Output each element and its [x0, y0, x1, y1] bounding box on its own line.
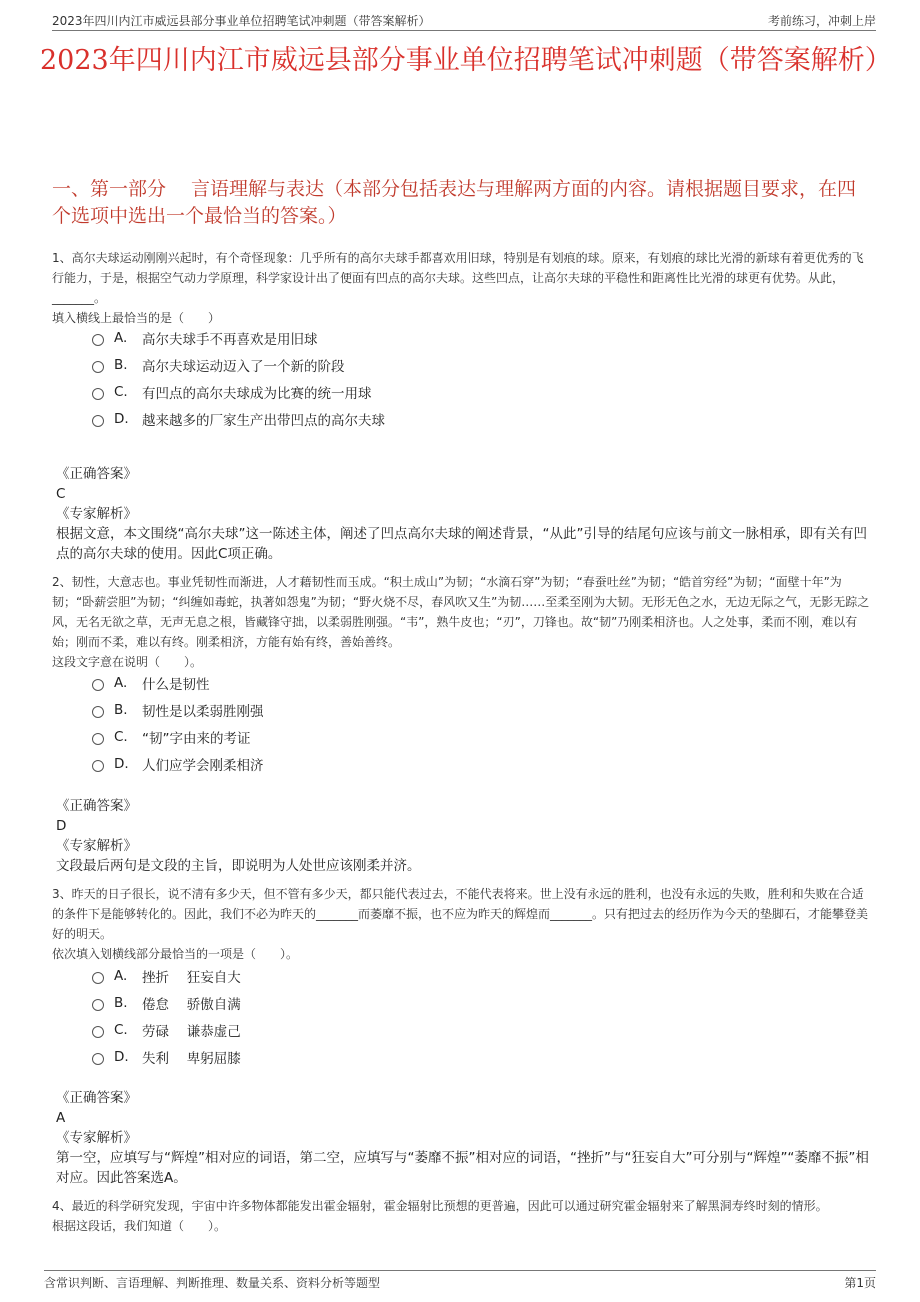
option-c[interactable] [92, 723, 264, 750]
radio-icon[interactable] [92, 361, 104, 373]
radio-icon[interactable] [92, 679, 104, 691]
option-b[interactable] [92, 351, 385, 378]
option-b[interactable] [92, 989, 241, 1016]
answer-value: A [56, 1110, 66, 1126]
radio-icon[interactable] [92, 1026, 104, 1038]
radio-icon[interactable] [92, 706, 104, 718]
answer-label: 《正确答案》 [56, 798, 137, 814]
radio-icon[interactable] [92, 972, 104, 984]
option-text: 有凹点的高尔夫球成为比赛的统一用球 [142, 385, 372, 402]
analysis-text: 文段最后两句是文段的主旨，即说明为人处世应该刚柔并济。 [56, 858, 421, 874]
question-1 [52, 248, 872, 328]
answer-block-1 [56, 464, 872, 564]
page-title: 2023年四川内江市威远县部分事业单位招聘笔试冲刺题（带答案解析） [40, 45, 892, 76]
analysis-label: 《专家解析》 [56, 1130, 137, 1146]
radio-icon[interactable] [92, 1053, 104, 1065]
option-b[interactable] [92, 696, 264, 723]
option-letter: B. [114, 994, 128, 1011]
answer-block-2 [56, 796, 872, 876]
question-prompt: 根据这段话，我们知道（ ）。 [52, 1219, 227, 1233]
question-2 [52, 572, 872, 672]
option-d[interactable] [92, 750, 264, 777]
option-text: 什么是韧性 [142, 676, 210, 693]
page-footer [44, 1270, 876, 1290]
option-text: 挫折 狂妄自大 [142, 969, 241, 986]
option-text: 人们应学会刚柔相济 [142, 757, 264, 774]
option-d[interactable] [92, 405, 385, 432]
question-stem: 1、高尔夫球运动刚刚兴起时，有个奇怪现象：几乎所有的高尔夫球手都喜欢用旧球，特别是有划痕的球。原来，有划痕的球比光滑的新球有着更优秀的飞行能力，于是，根据空气动力学原理，科学家设计出了便面有凹点的高尔夫球。这些凹点，让高尔夫球的平稳性和距离性比光滑的球更有优势。从此，_______。 [52, 251, 864, 305]
header-doc-title: 2023年四川内江市威远县部分事业单位招聘笔试冲刺题（带答案解析） [52, 14, 431, 28]
option-letter: C. [114, 728, 128, 745]
radio-icon[interactable] [92, 733, 104, 745]
option-letter: C. [114, 1021, 128, 1038]
footer-question-types: 含常识判断、言语理解、判断推理、数量关系、资料分析等题型 [44, 1276, 381, 1290]
radio-icon[interactable] [92, 760, 104, 772]
header-slogan: 考前练习，冲刺上岸 [767, 14, 876, 28]
question-prompt: 依次填入划横线部分最恰当的一项是（ ）。 [52, 947, 299, 961]
question-prompt: 这段文字意在说明（ ）。 [52, 655, 203, 669]
option-letter: C. [114, 383, 128, 400]
options-2 [92, 669, 264, 777]
option-text: 高尔夫球运动迈入了一个新的阶段 [142, 358, 345, 375]
answer-label: 《正确答案》 [56, 466, 137, 482]
analysis-label: 《专家解析》 [56, 506, 137, 522]
option-text: 越来越多的厂家生产出带凹点的高尔夫球 [142, 412, 385, 429]
question-prompt: 填入横线上最恰当的是（ ） [52, 311, 221, 325]
radio-icon[interactable] [92, 999, 104, 1011]
option-a[interactable] [92, 962, 241, 989]
question-stem: 2、韧性，大意志也。事业凭韧性而渐进，人才藉韧性而玉成。“积土成山”为韧；“水滴石穿”为韧；“春蚕吐丝”为韧；“皓首穷经”为韧；“面壁十年”为韧；“卧薪尝胆”为韧；“纠缠如毒蛇，执著如怨鬼”为韧；“野火烧不尽，春风吹又生”为韧……至柔至刚为大韧。无形无色之水，无边无际之气，无影无踪之风，无名无欲之草，无声无息之根，皆藏锋守拙，以柔弱胜刚强。“韦”，熟牛皮也；“刃”，刀锋也。故“韧”乃刚柔相济也。人之处事，柔而不刚，难以有始；刚而不柔，难以有终。刚柔相济，方能有始有终，善始善终。 [52, 575, 870, 649]
option-a[interactable] [92, 669, 264, 696]
option-text: 劳碌 谦恭虚己 [142, 1023, 241, 1040]
question-3 [52, 884, 872, 964]
option-letter: B. [114, 356, 128, 373]
page-header [52, 10, 876, 31]
option-a[interactable] [92, 324, 385, 351]
radio-icon[interactable] [92, 334, 104, 346]
option-c[interactable] [92, 378, 385, 405]
option-text: 高尔夫球手不再喜欢是用旧球 [142, 331, 318, 348]
question-stem: 4、最近的科学研究发现，宇宙中许多物体都能发出霍金辐射，霍金辐射比预想的更普遍，因此可以通过研究霍金辐射来了解黑洞寿终时刻的情形。 [52, 1199, 828, 1213]
analysis-text: 第一空，应填写与“辉煌”相对应的词语，第二空，应填写与“萎靡不振”相对应的词语，“挫折”与“狂妄自大”可分别与“辉煌”“萎靡不振”相对应。因此答案选A。 [56, 1150, 869, 1186]
option-letter: B. [114, 701, 128, 718]
option-letter: D. [114, 1048, 129, 1065]
option-letter: A. [114, 329, 128, 346]
page-number: 第1页 [844, 1276, 876, 1290]
analysis-label: 《专家解析》 [56, 838, 137, 854]
option-letter: A. [114, 674, 128, 691]
option-letter: D. [114, 755, 129, 772]
option-letter: D. [114, 410, 129, 427]
section-heading: 一、第一部分 言语理解与表达（本部分包括表达与理解两方面的内容。请根据题目要求，在四个选项中选出一个最恰当的答案。） [52, 178, 857, 227]
option-text: 韧性是以柔弱胜刚强 [142, 703, 264, 720]
option-text: 倦怠 骄傲自满 [142, 996, 241, 1013]
option-text: “韧”字由来的考证 [142, 730, 251, 747]
options-1 [92, 324, 385, 432]
answer-value: C [56, 486, 66, 502]
option-c[interactable] [92, 1016, 241, 1043]
option-text: 失利 卑躬屈膝 [142, 1050, 241, 1067]
answer-label: 《正确答案》 [56, 1090, 137, 1106]
question-stem: 3、昨天的日子很长，说不清有多少天，但不管有多少天，都只能代表过去，不能代表将来。世上没有永远的胜利，也没有永远的失败，胜利和失败在合适的条件下是能够转化的。因此，我们不必为昨天的_______而萎靡不振，也不应为昨天的辉煌而_______。只有把过去的经历作为今天的垫脚石，才能攀登美好的明天。 [52, 887, 869, 941]
radio-icon[interactable] [92, 415, 104, 427]
answer-value: D [56, 818, 67, 834]
option-letter: A. [114, 967, 128, 984]
answer-block-3 [56, 1088, 872, 1188]
radio-icon[interactable] [92, 388, 104, 400]
option-d[interactable] [92, 1043, 241, 1070]
options-3 [92, 962, 241, 1070]
question-4 [52, 1196, 872, 1236]
analysis-text: 根据文意，本文围绕“高尔夫球”这一陈述主体，阐述了凹点高尔夫球的阐述背景，“从此”引导的结尾句应该与前文一脉相承，即有关有凹点的高尔夫球的使用。因此C项正确。 [56, 526, 867, 562]
